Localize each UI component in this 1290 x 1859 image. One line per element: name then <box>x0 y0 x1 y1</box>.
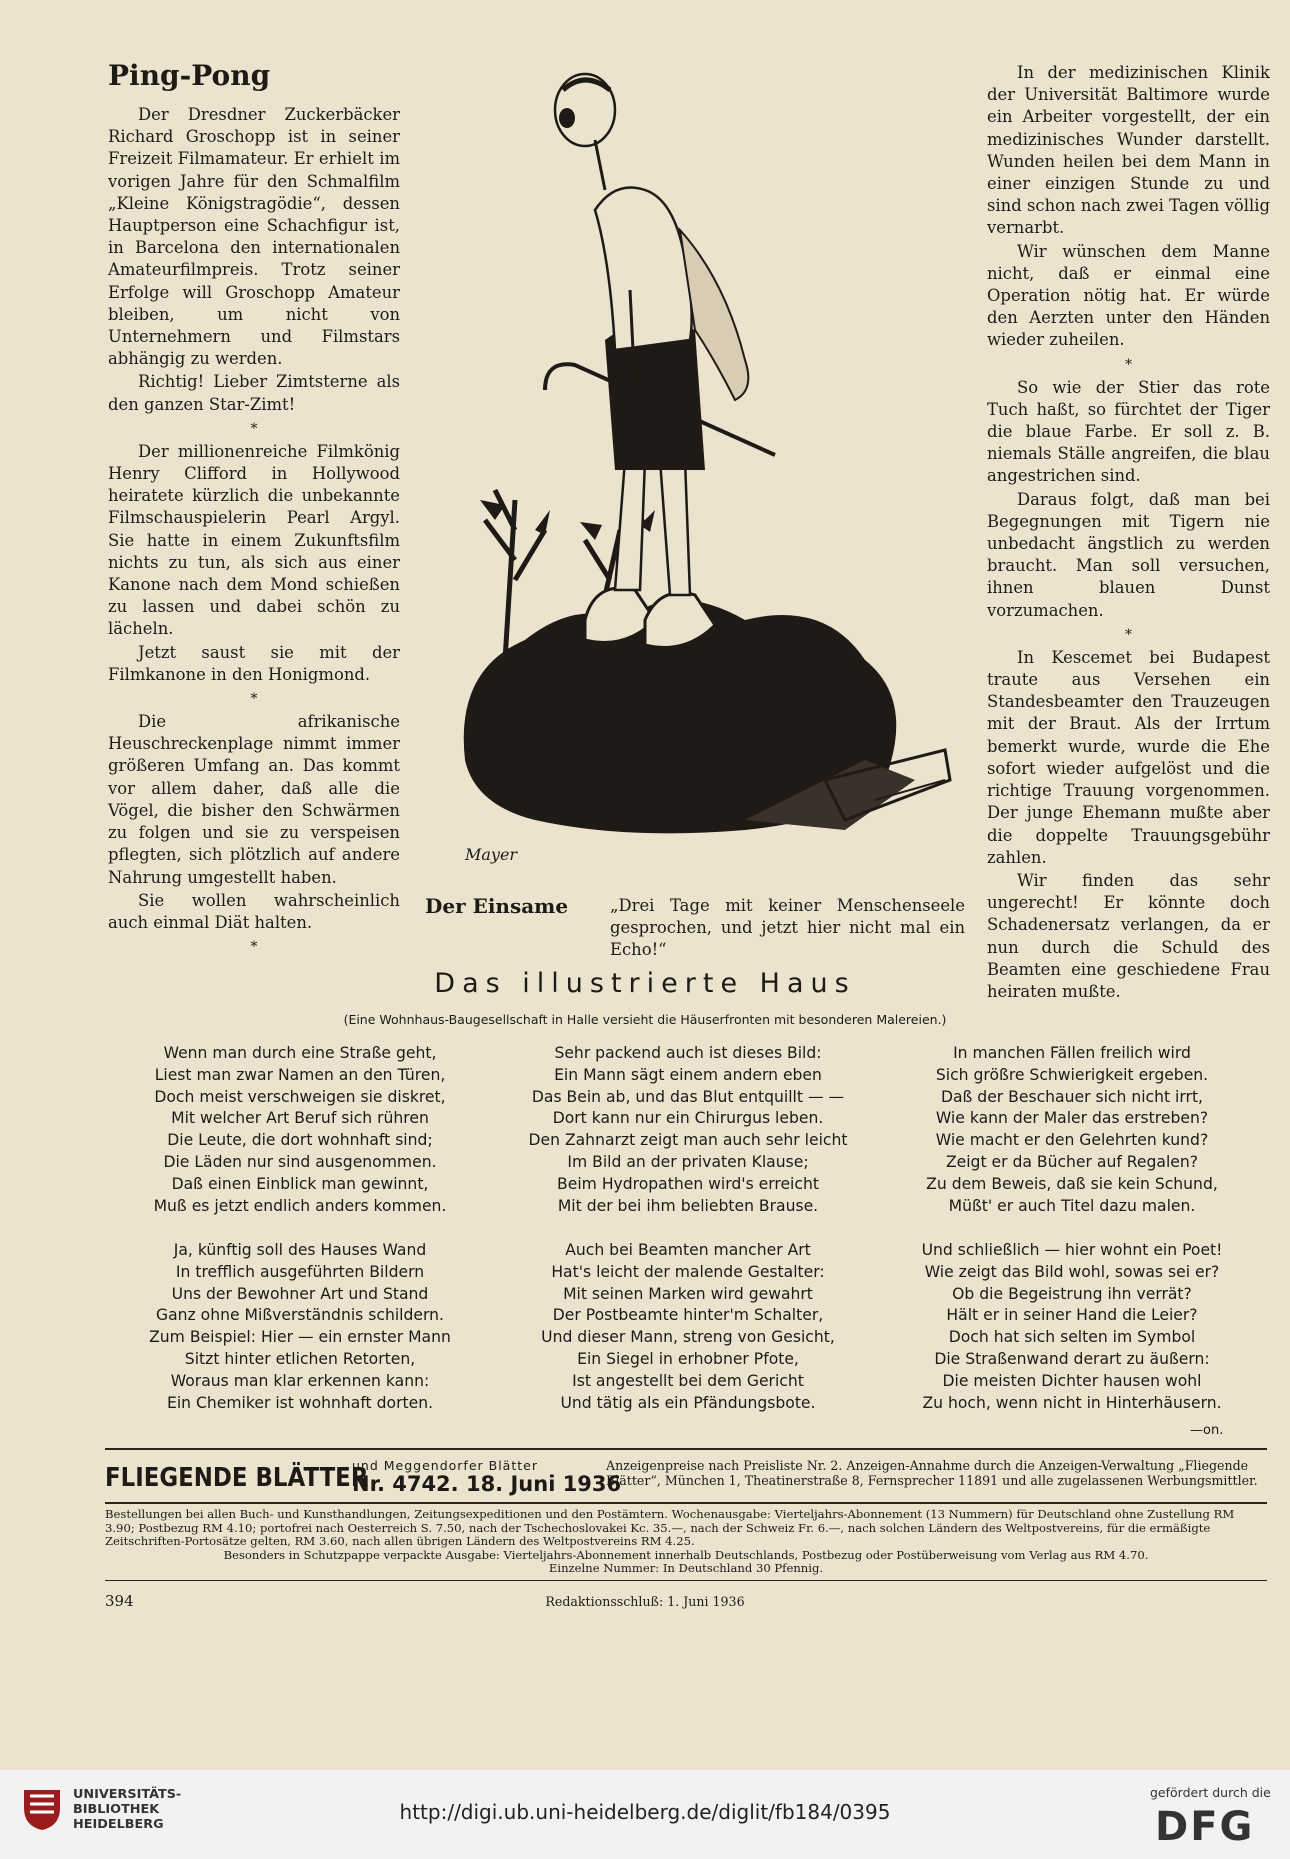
poem-line: Zeigt er da Bücher auf Regalen? <box>945 1152 1199 1171</box>
poem-line: Ein Chemiker ist wohnhaft dorten. <box>166 1393 434 1412</box>
poem-line: Mit welcher Art Beruf sich rühren <box>171 1109 429 1128</box>
divider <box>105 1502 1267 1504</box>
poem-line: Ein Siegel in erhobner Pfote, <box>577 1349 799 1368</box>
poem-line: Wie macht er den Gelehrten kund? <box>935 1131 1209 1150</box>
poem-line: Zu dem Beweis, daß sie kein Schund, <box>926 1174 1218 1193</box>
poem-line: Ganz ohne Mißverständnis schildern. <box>156 1306 444 1325</box>
poem-line: Mit der bei ihm beliebten Brause. <box>557 1196 819 1215</box>
poem-stanza <box>120 1043 480 1217</box>
paragraph: In der medizinischen Klinik der Universität Baltimore wurde ein Arbeiter vorgestellt, der ein medizinisches Wunder darstellt. Wunden heilen bei dem Mann in einer einzigen Stunde zu und sind schon nach zwei Tagen völlig vernarbt. <box>987 63 1270 238</box>
issue-number: Nr. 4742. 18. Juni 1936 <box>352 1472 622 1496</box>
poem-line: Den Zahnarzt zeigt man auch sehr leicht <box>528 1131 848 1150</box>
poem-line: Wie kann der Maler das erstreben? <box>935 1109 1209 1128</box>
poem-line: Muß es jetzt endlich anders kommen. <box>153 1196 447 1215</box>
paragraph: Die afrikanische Heuschreckenplage nimmt immer größeren Umfang an. Das kommt vor allem daher, daß alle die Vögel, die bisher den Schwärmen zu folgen und sie zu verspeisen pflegten, sich plötzlich auf andere Nahrung umgestellt haben. <box>108 712 400 887</box>
poem-stanza <box>892 1240 1252 1414</box>
subscription-line: Bestellungen bei allen Buch- und Kunsthandlungen, Zeitungsexpeditionen und den Postämtern. Wochenausgabe: Vierteljahrs-Abonnement (13 Nummern) für Deutschland ohne Zustellung RM 3.90; Postbezug RM 4.10; portofrei nach Oesterreich S. 7.50, nach der Tschechoslovakei Kc. 35.—, nach der Schweiz Fr. 6.—, nach solchen Ländern des Weltpostvereins, für die ermäßigte Zeitschriften-Portosätze gelten, RM 3.60, nach allen übrigen Ländern des Weltpostvereins RM 4.25. <box>105 1507 1235 1549</box>
poem-line: Uns der Bewohner Art und Stand <box>171 1284 429 1303</box>
poem-stanza <box>508 1043 868 1217</box>
right-column <box>987 62 1270 1004</box>
poem-line: Die Leute, die dort wohnhaft sind; <box>167 1131 433 1150</box>
separator: * <box>1125 356 1132 373</box>
poem-line: Wie zeigt das Bild wohl, sowas sei er? <box>924 1262 1220 1281</box>
article-heading: Ping-Pong <box>108 59 271 92</box>
paragraph: Daraus folgt, daß man bei Begegnungen mit Tigern nie unbedacht ängstlich zu werden braucht. Man soll versuchen, ihnen blauen Dunst vorzumachen. <box>987 489 1270 620</box>
library-name-line: BIBLIOTHEK <box>73 1802 160 1817</box>
poem-line: Die Straßenwand derart zu äußern: <box>934 1349 1210 1368</box>
cartoon-title: Der Einsame <box>425 894 569 918</box>
poem-line: Hält er in seiner Hand die Leier? <box>946 1306 1198 1325</box>
cartoon-quote: „Drei Tage mit keiner Menschenseele gesprochen, und jetzt hier nicht mal ein Echo!“ <box>610 896 965 959</box>
poem-line: Daß der Beschauer sich nicht irrt, <box>940 1087 1204 1106</box>
poem-line: Sitzt hinter etlichen Retorten, <box>184 1349 416 1368</box>
poem-line: Zum Beispiel: Hier — ein ernster Mann <box>149 1328 451 1347</box>
paragraph: Jetzt saust sie mit der Filmkanone in den Honigmond. <box>108 642 400 684</box>
poem-line: Daß einen Einblick man gewinnt, <box>171 1174 429 1193</box>
dfg-logo: DFG <box>1155 1804 1255 1850</box>
poem-line: Die meisten Dichter hausen wohl <box>942 1371 1202 1390</box>
poem-line: Beim Hydropathen wird's erreicht <box>557 1174 819 1193</box>
poem-line: Ist angestellt bei dem Gericht <box>572 1371 804 1390</box>
poem-line: Ob die Begeistrung ihn verrät? <box>952 1284 1192 1303</box>
poem-line: In manchen Fällen freilich wird <box>953 1044 1191 1062</box>
poem-line: In trefflich ausgeführten Bildern <box>175 1262 425 1281</box>
masthead-subtitle: und Meggendorfer Blätter <box>352 1458 538 1473</box>
poem-line: Das Bein ab, und das Blut entquillt — — <box>531 1087 845 1106</box>
magazine-title: FLIEGENDE BLÄTTER <box>105 1463 369 1493</box>
paragraph: Wir wünschen dem Manne nicht, daß er einmal eine Operation nötig hat. Er würde den Aerzten unter den Händen wieder zuheilen. <box>987 241 1270 350</box>
paragraph: So wie der Stier das rote Tuch haßt, so fürchtet der Tiger die blaue Farbe. Er soll z. B. niemals Ställe angreifen, die blau angestrichen sind. <box>987 377 1270 486</box>
poem-line: Woraus man klar erkennen kann: <box>170 1371 430 1390</box>
subscription-line: Einzelne Nummer: In Deutschland 30 Pfennig. <box>548 1561 824 1576</box>
paragraph: Sie wollen wahrscheinlich auch einmal Diät halten. <box>108 890 400 932</box>
poem-stanza <box>120 1240 480 1414</box>
library-name-line: UNIVERSITÄTS- <box>73 1787 182 1802</box>
separator: * <box>250 939 258 956</box>
cartoon-illustration <box>445 60 965 890</box>
page-number: 394 <box>105 1592 134 1610</box>
divider <box>105 1580 1267 1581</box>
subscription-info <box>105 1508 1267 1576</box>
separator: * <box>1125 626 1132 643</box>
poem-subtitle: (Eine Wohnhaus-Baugesellschaft in Halle versieht die Häuserfronten mit besonderen Malereien.) <box>343 1012 947 1027</box>
poem-line: Auch bei Beamten mancher Art <box>565 1241 811 1259</box>
poem-line: Hat's leicht der malende Gestalter: <box>551 1262 825 1281</box>
separator: * <box>250 420 258 437</box>
poem-stanza <box>892 1043 1252 1217</box>
poem-line: Mit seinen Marken wird gewahrt <box>563 1284 813 1303</box>
paragraph: Wir finden das sehr ungerecht! Er könnte doch Schadenersatz verlangen, da er nun durch die Schuld des Beamten eine geschiedene Frau heiraten mußte. <box>987 870 1270 1001</box>
poem-line: Sehr packend auch ist dieses Bild: <box>554 1044 822 1062</box>
poem-line: Wenn man durch eine Straße geht, <box>163 1044 437 1062</box>
poem-line: Und tätig als ein Pfändungsbote. <box>560 1393 816 1412</box>
paragraph: Der millionenreiche Filmkönig Henry Clifford in Hollywood heiratete kürzlich die unbekannte Filmschauspielerin Pearl Argyl. Sie hatte in einem Zukunftsfilm nichts zu tun, als sich aus einer Kanone nach dem Mond schießen zu lassen und dabei schön zu lächeln. <box>108 441 400 639</box>
poem-line: Doch meist verschweigen sie diskret, <box>154 1087 446 1106</box>
poem-line: Und schließlich — hier wohnt ein Poet! <box>921 1241 1223 1259</box>
poem-signature: —on. <box>1190 1423 1224 1438</box>
poem-stanza <box>508 1240 868 1414</box>
poem-line: Im Bild an der privaten Klause; <box>567 1152 809 1171</box>
poem-line: Und dieser Mann, streng von Gesicht, <box>541 1328 835 1347</box>
poem-line: Ein Mann sägt einem andern eben <box>554 1065 822 1084</box>
funding-label: gefördert durch die <box>1150 1785 1271 1800</box>
editorial-deadline: Redaktionsschluß: 1. Juni 1936 <box>545 1594 745 1609</box>
paragraph: Richtig! Lieber Zimtsterne als den ganzen Star-Zimt! <box>108 372 400 414</box>
left-column <box>108 58 400 959</box>
divider <box>105 1448 1267 1450</box>
paragraph: In Kescemet bei Budapest traute aus Versehen ein Standesbeamter den Trauzeugen mit der Braut. Als der Irrtum bemerkt wurde, wurde die Ehe sofort wieder aufgelöst und die richtige Trauung vorgenommen. Der junge Ehemann mußte aber die doppelte Trauungsgebühr zahlen. <box>987 647 1270 867</box>
poem-line: Die Läden nur sind ausgenommen. <box>163 1152 437 1171</box>
subscription-line: Besonders in Schutzpappe verpackte Ausgabe: Vierteljahrs-Abonnement innerhalb Deutschlands, Postbezug oder Postüberweisung vom Verlag aus RM 4.70. <box>223 1547 1149 1562</box>
poem-line: Der Postbeamte hinter'm Schalter, <box>552 1306 824 1325</box>
separator: * <box>250 691 258 708</box>
poem-line: Müßt' er auch Titel dazu malen. <box>948 1196 1196 1215</box>
poem-line: Sich größre Schwierigkeit ergeben. <box>935 1065 1209 1084</box>
poem-line: Zu hoch, wenn nicht in Hinterhäusern. <box>922 1393 1222 1412</box>
poem-line: Dort kann nur ein Chirurgus leben. <box>552 1109 824 1128</box>
ad-info: Anzeigenpreise nach Preisliste Nr. 2. Anzeigen-Annahme durch die Anzeigen-Verwaltung „Fliegende Blätter“, München 1, Theatinerstraße 8, Fernsprecher 11891 und alle zugelassenen Werbungsmittler. <box>606 1458 1258 1488</box>
poem-line: Ja, künftig soll des Hauses Wand <box>173 1241 427 1259</box>
poem-line: Liest man zwar Namen an den Türen, <box>154 1065 446 1084</box>
poem-line: Doch hat sich selten im Symbol <box>948 1328 1196 1347</box>
permalink-url[interactable]: http://digi.ub.uni-heidelberg.de/diglit/fb184/0395 <box>399 1800 891 1824</box>
poem-title: Das illustrierte Haus <box>434 968 856 999</box>
artist-signature: Mayer <box>465 845 518 864</box>
library-name-line: HEIDELBERG <box>73 1817 164 1832</box>
paragraph: Der Dresdner Zuckerbäcker Richard Groschopp ist in seiner Freizeit Filmamateur. Er erhielt im vorigen Jahre für den Schmalfilm „Kleine Königstragödie“, dessen Hauptperson eine Schachfigur ist, in Barcelona den internationalen Amateurfilmpreis. Trotz seiner Erfolge will Groschopp Amateur bleiben, um nicht von Unternehmern und Filmstars abhängig zu werden. <box>108 105 400 369</box>
